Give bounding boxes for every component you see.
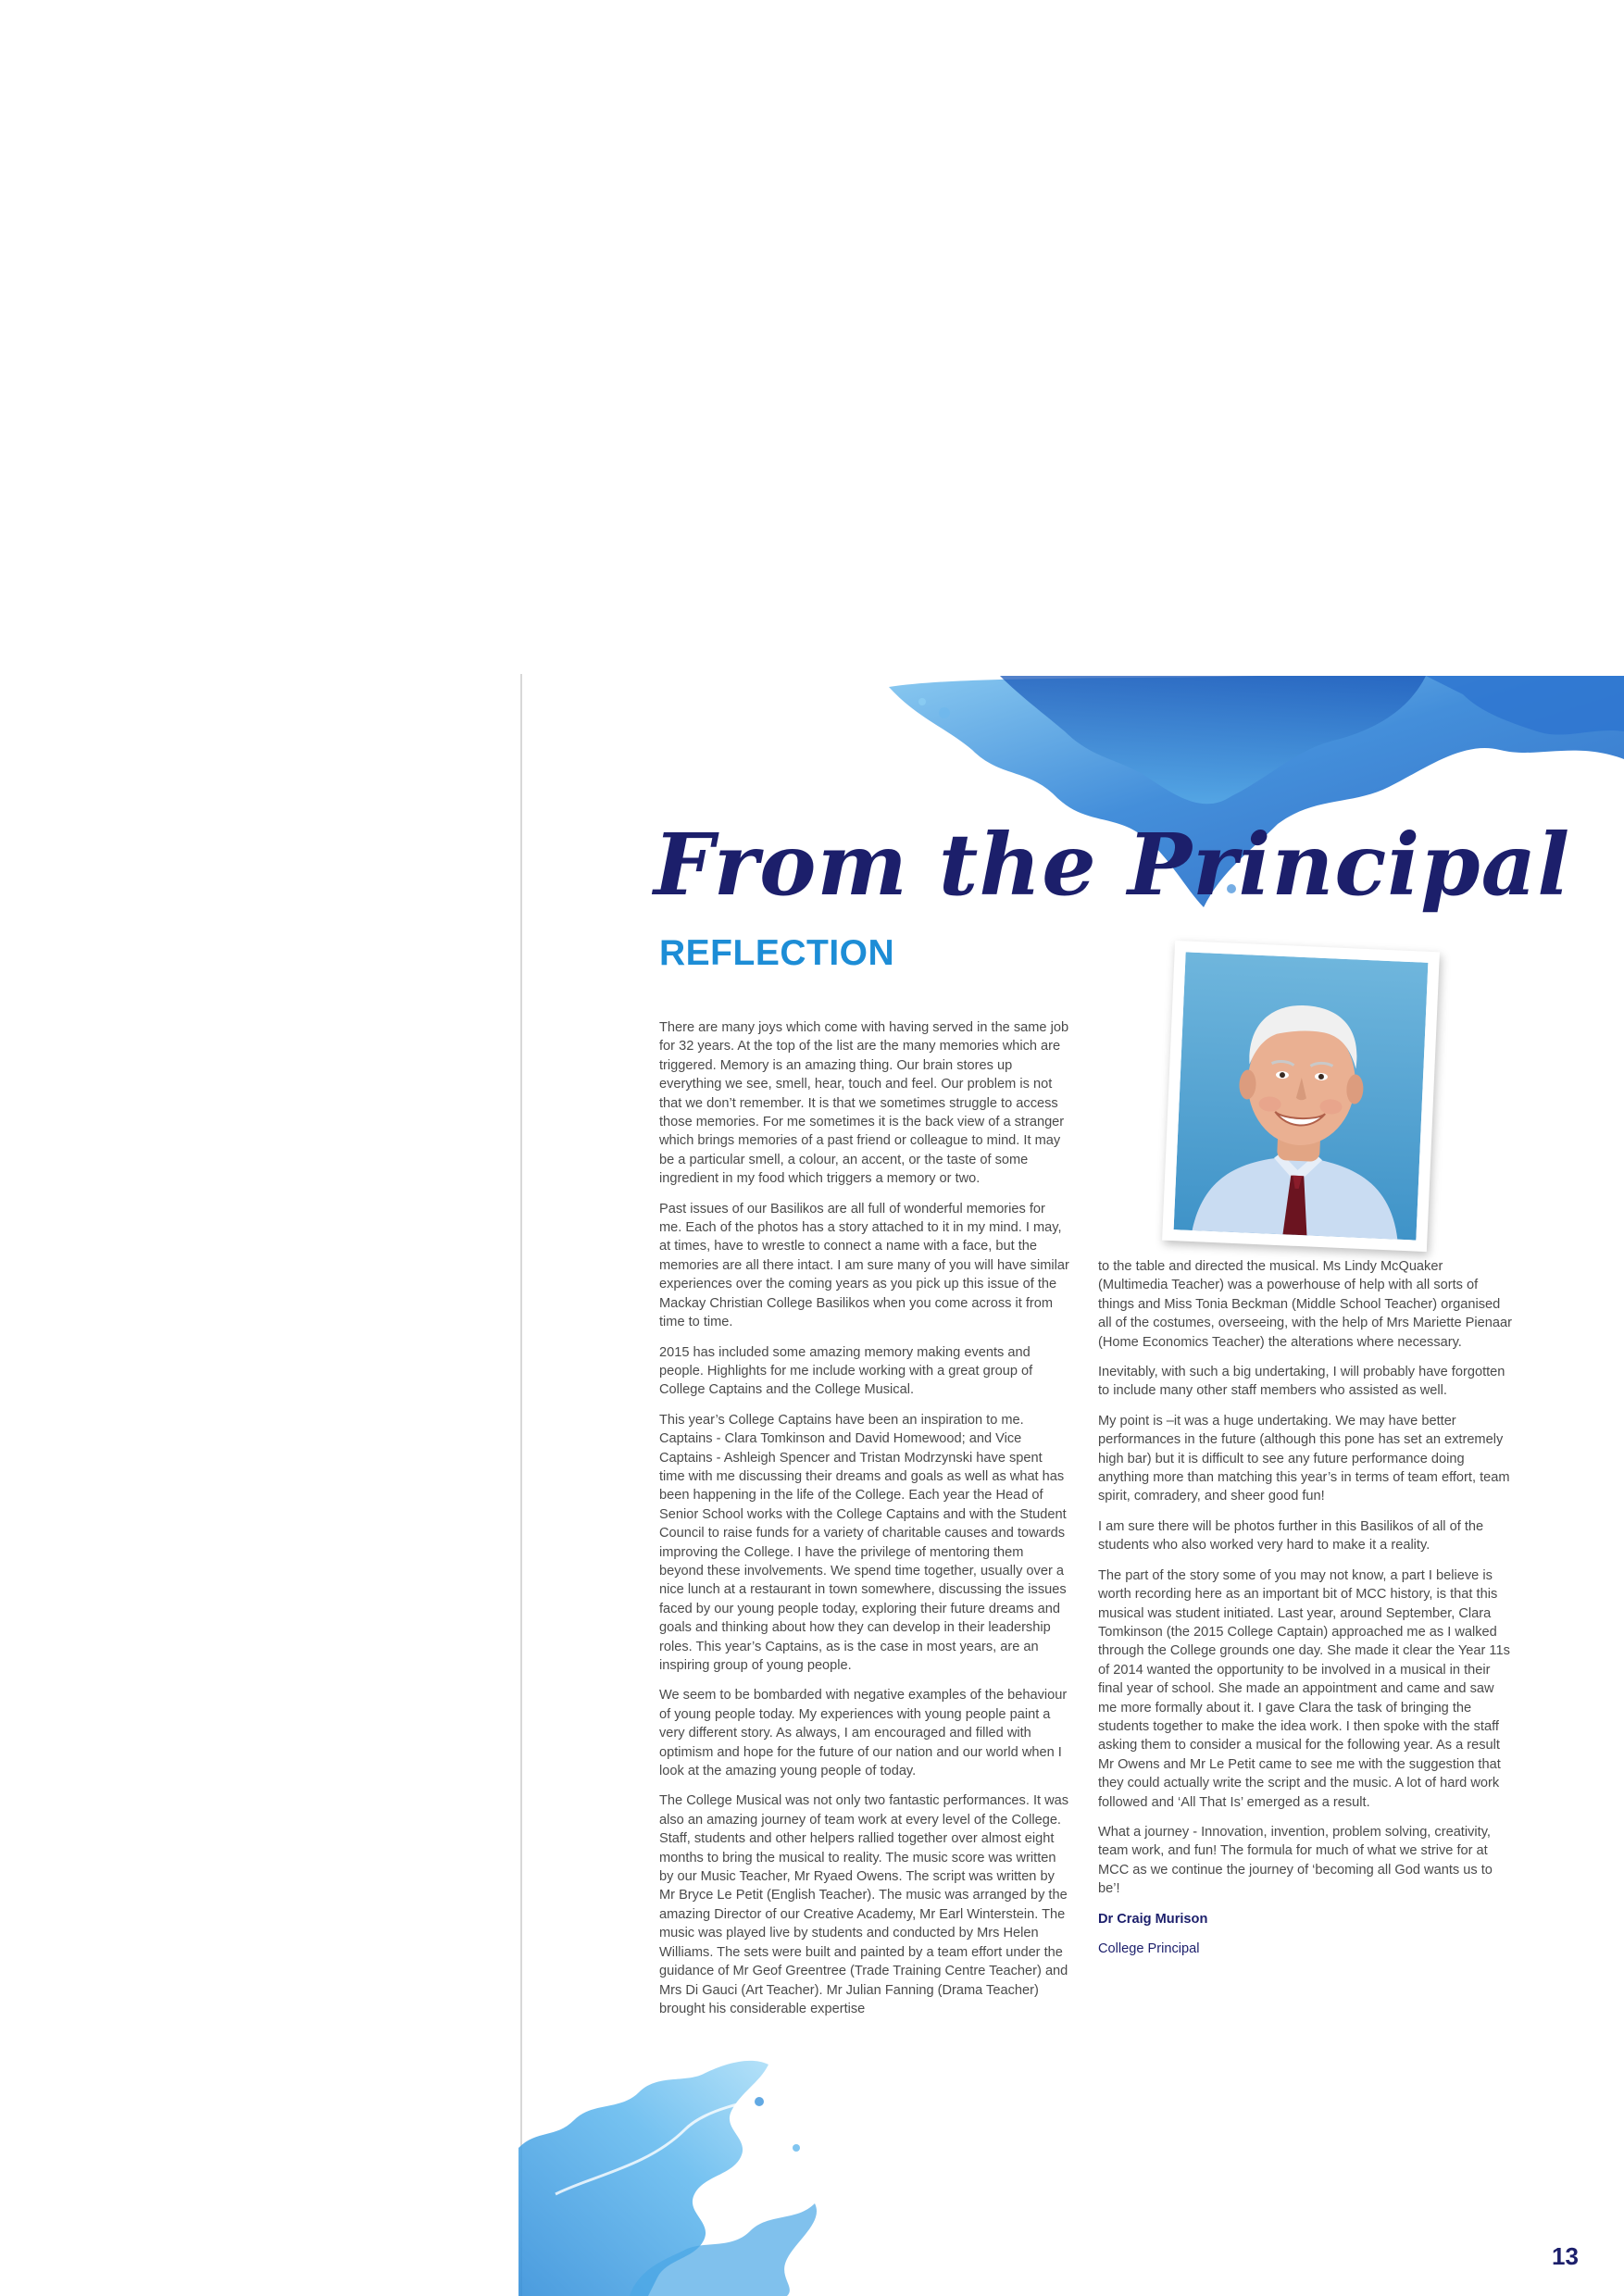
section-subtitle: REFLECTION	[659, 933, 895, 973]
paragraph: We seem to be bombarded with negative examples of the behaviour of young people today. My experiences with young people paint a very different story. As always, I am encouraged and filled with optimism and hope for the future of our nation and our world when I look at the amazing young people of today.	[659, 1688, 1068, 1779]
paragraph: The College Musical was not only two fantastic performances. It was also an amazing journey of team work at every level of the College. Staff, students and other helpers rallied together over almost eight months to bring the musical to reality. The music score was written by our Music Teacher, Mr Ryaed Owens. The script was written by Mr Bryce Le Petit (English Teacher). The music was arranged by the amazing Director of our Creative Academy, Mr Earl Winterstein. The music was played live by students and conducted by Mrs Helen Williams. The sets were built and painted by a team effort under the guidance of Mr Geof Greentree (Trade Training Centre Teacher) and Mrs Di Gauci (Art Teacher). Mr Julian Fanning (Drama Teacher) brought his considerable expertise	[659, 1793, 1069, 2016]
paragraph: Past issues of our Basilikos are all full of wonderful memories for me. Each of the photos has a story attached to it in my mind. I may, at times, have to wrestle to connect a name with a face, but the memories are all there intact. I am sure many of you will have similar experiences over the coming years as you pick up this issue of the Mackay Christian College Basilikos when you come across it from time to time.	[659, 1201, 1069, 1330]
paragraph: What a journey - Innovation, invention, problem solving, creativity, team work, and fun! The formula for much of what we strive for at MCC as we continue the journey of ‘becoming all God wants us to be’!	[1098, 1824, 1493, 1897]
article-column-left	[659, 1018, 1070, 2029]
paragraph: 2015 has included some amazing memory making events and people. Highlights for me include working with a great group of College Captains and the College Musical.	[659, 1344, 1033, 1398]
paragraph: My point is –it was a huge undertaking. We may have better performances in the future (although this pone has set an extremely high bar) but it is difficult to see any future performance doing anything more than matching this year’s in terms of team effort, team spirit, comradery, and sheer good fun!	[1098, 1413, 1510, 1504]
watercolor-wash-bottom	[518, 2037, 926, 2296]
paragraph: The part of the story some of you may not know, a part I believe is worth recording here as an important bit of MCC history, is that this musical was student initiated. Last year, around September, Clara Tomkinson (the 2015 College Captain) approached me as I walked through the College grounds one day. She made it clear the Year 11s of 2014 wanted the opportunity to be involved in a musical in their final year of school. She made an appointment and came and saw me more formally about it. I gave Clara the task of bringing the students together to make the idea work. I then spoke with the staff asking them to consider a musical for the following year. As a result Mr Owens and Mr Le Petit came to see me with the suggestion that they could actually write the script and the music. A lot of hard work followed and ‘All That Is’ emerged as a result.	[1098, 1567, 1510, 1810]
paragraph: There are many joys which come with having served in the same job for 32 years. At the top of the list are the many memories which are triggered. Memory is an amazing thing. Our brain stores up everything we see, smell, hear, touch and feel. Our problem is not that we don’t remember. It is that we sometimes struggle to access those memories. For me sometimes it is the back view of a stranger which brings memories of a past friend or colleague to mind. It may be a particular smell, a colour, an accent, or the taste of some ingredient in my food which triggers a memory or two.	[659, 1020, 1069, 1187]
signature-name: Dr Craig Murison	[1098, 1911, 1208, 1927]
signature-role: College Principal	[1098, 1941, 1200, 1956]
article-column-right	[1098, 1257, 1515, 1969]
paragraph: I am sure there will be photos further in this Basilikos of all of the students who also worked very hard to make it a reality.	[1098, 1518, 1484, 1554]
page-title: From the Principal	[654, 815, 1571, 915]
paragraph: to the table and directed the musical. Ms Lindy McQuaker (Multimedia Teacher) was a powerhouse of help with all sorts of things and Miss Tonia Beckman (Middle School Teacher) organised all of the costumes, overseeing, with the help of Mrs Mariette Pienaar (Home Economics Teacher) the alterations where necessary.	[1098, 1259, 1512, 1350]
paragraph: Inevitably, with such a big undertaking, I will probably have forgotten to include many other staff members who assisted as well.	[1098, 1365, 1505, 1399]
paragraph: This year’s College Captains have been an inspiration to me. Captains - Clara Tomkinson and David Homewood; and Vice Captains - Ashleigh Spencer and Tristan Modrzynski have spent time with me discussing their dreams and goals as well as what has been happening in the life of the College. Each year the Head of Senior School works with the College Captains and with the Student Council to raise funds for a variety of charitable causes and towards improving the College. I have the privilege of mentoring them beyond these involvements. We spend time together, usually over a nice lunch at a restaurant in town somewhere, discussing the issues faced by our young people today, exploring their future dreams and goals and thinking about how they can develop in their leadership roles. This year’s Captains, as is the case in most years, are an inspiring group of young people.	[659, 1412, 1067, 1673]
page-number: 13	[1552, 2242, 1579, 2270]
portrait-image	[1174, 952, 1429, 1240]
principal-photo	[1162, 941, 1440, 1252]
